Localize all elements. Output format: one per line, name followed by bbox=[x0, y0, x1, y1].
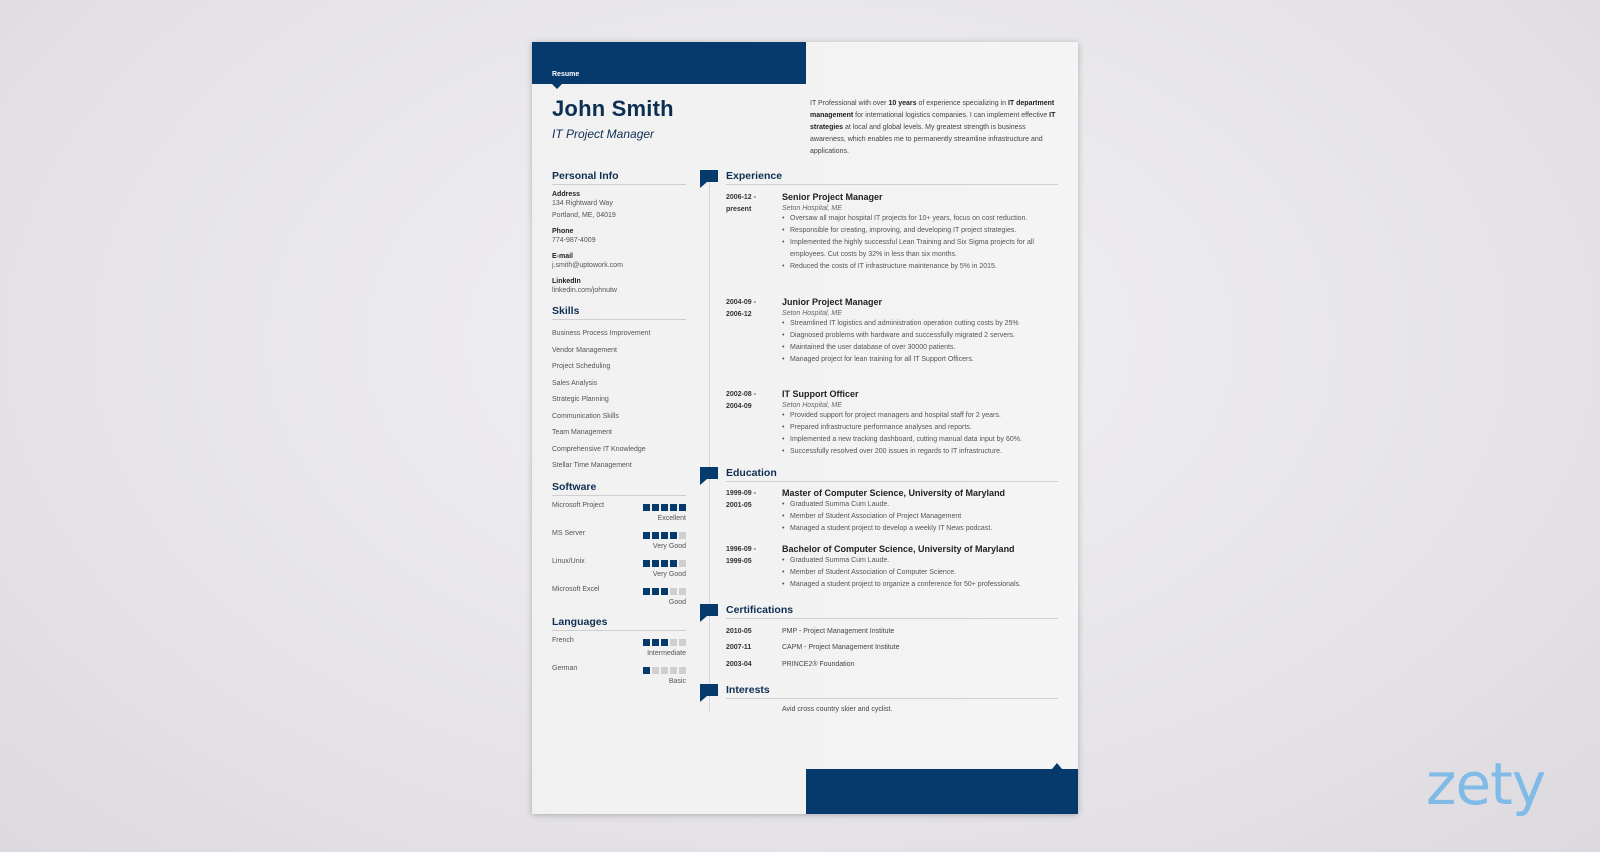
bookmark-icon bbox=[700, 467, 718, 479]
language-name: German bbox=[552, 664, 578, 672]
skill-item: Sales Analysis bbox=[552, 379, 598, 387]
footer-accent-bar bbox=[806, 769, 1078, 814]
rating-square bbox=[643, 639, 650, 646]
entry-body bbox=[782, 389, 1060, 458]
date-end: 1999-05 bbox=[726, 558, 752, 565]
summary-bold: 10 years bbox=[888, 100, 917, 107]
rating-square bbox=[661, 532, 668, 539]
summary-text: at local and global levels. My greatest strength is business awareness, which enables me to permanently streamline infrastructure and applications. bbox=[810, 124, 1043, 155]
languages-list bbox=[552, 637, 686, 693]
bullet-item: • Diagnosed problems with hardware and successfully migrated 2 servers. bbox=[789, 330, 1060, 342]
rating-square bbox=[661, 667, 668, 674]
rating-bar bbox=[643, 532, 686, 539]
degree-title: Master of Computer Science, University of Maryland bbox=[782, 488, 1006, 498]
rating-square bbox=[670, 532, 677, 539]
bullet-list bbox=[782, 555, 1060, 591]
rating-square bbox=[643, 504, 650, 511]
interests-heading: Interests bbox=[726, 684, 1058, 699]
summary-bold: IT strategies bbox=[810, 112, 1056, 131]
skill-item: Communication Skills bbox=[552, 412, 619, 420]
bullet-item: • Managed project for lean training for all IT Support Officers. bbox=[789, 354, 1060, 366]
zety-logo: zety bbox=[1426, 750, 1546, 818]
experience-heading: Experience bbox=[726, 170, 1058, 185]
bookmark-icon bbox=[700, 684, 718, 696]
rating-label: Good bbox=[668, 598, 686, 606]
rating-square bbox=[679, 588, 686, 595]
skill-item: Vendor Management bbox=[552, 346, 617, 354]
bullet-list bbox=[782, 213, 1060, 273]
candidate-name: John Smith bbox=[552, 96, 674, 121]
company-name: Seton Hospital, ME bbox=[782, 310, 842, 317]
cert-date: 2010-05 bbox=[726, 628, 752, 635]
software-item bbox=[552, 586, 686, 614]
rating-square bbox=[670, 639, 677, 646]
rating-bar bbox=[643, 639, 686, 646]
bullet-list bbox=[782, 499, 1060, 535]
bullet-item: • Managed a student project to organize a conference for 50+ professionals. bbox=[789, 579, 1060, 591]
entry-body bbox=[782, 544, 1060, 591]
bullet-item: • Graduated Summa Cum Laude. bbox=[789, 499, 1060, 511]
entry-date bbox=[726, 544, 778, 568]
bullet-item: • Oversaw all major hospital IT projects for 10+ years, focus on cost reduction. bbox=[789, 213, 1060, 225]
entry-body bbox=[782, 488, 1060, 535]
language-name: French bbox=[552, 636, 574, 644]
summary-bold: IT department management bbox=[810, 100, 1055, 119]
bullet-item: • Member of Student Association of Computer Science. bbox=[789, 567, 1060, 579]
date-end: 2006-12 bbox=[726, 311, 752, 318]
resume-label: Resume bbox=[552, 71, 580, 78]
resume-page bbox=[532, 42, 1078, 814]
entry-date bbox=[726, 297, 778, 321]
bullet-item: • Reduced the costs of IT infrastructure maintenance by 5% in 2015. bbox=[789, 261, 1060, 273]
cert-name: PRINCE2® Foundation bbox=[782, 661, 855, 668]
software-list bbox=[552, 502, 686, 614]
date-end: 2001-05 bbox=[726, 502, 752, 509]
header-accent-bar bbox=[532, 42, 806, 84]
skill-item: Stellar Time Management bbox=[552, 462, 632, 469]
rating-bar bbox=[643, 588, 686, 595]
bullet-item: • Successfully resolved over 200 issues in regards to IT infrastructure. bbox=[789, 446, 1060, 458]
rating-square bbox=[643, 588, 650, 595]
entry-date bbox=[726, 389, 778, 413]
date-start: 1999-09 - bbox=[726, 490, 756, 497]
language-item bbox=[552, 637, 686, 665]
date-start: 2002-08 - bbox=[726, 391, 756, 398]
rating-square bbox=[643, 532, 650, 539]
rating-square bbox=[679, 560, 686, 567]
skills-list bbox=[552, 326, 686, 475]
cert-name: PMP - Project Management Institute bbox=[782, 628, 895, 635]
rating-square bbox=[670, 667, 677, 674]
company-name: Seton Hospital, ME bbox=[782, 205, 842, 212]
rating-square bbox=[670, 504, 677, 511]
rating-square bbox=[652, 532, 659, 539]
personal-info-heading: Personal Info bbox=[552, 170, 686, 185]
rating-square bbox=[652, 639, 659, 646]
bullet-item: • Provided support for project managers and hospital staff for 2 years. bbox=[789, 410, 1060, 422]
rating-label: Very Good bbox=[652, 542, 686, 550]
software-item bbox=[552, 530, 686, 558]
rating-label: Basic bbox=[668, 677, 686, 685]
entry-date bbox=[726, 488, 778, 512]
bullet-list bbox=[782, 318, 1060, 366]
rating-square bbox=[652, 667, 659, 674]
rating-square bbox=[679, 667, 686, 674]
rating-square bbox=[661, 504, 668, 511]
linkedin-label: LinkedIn bbox=[552, 278, 581, 285]
software-name: Microsoft Project bbox=[552, 501, 605, 509]
rating-square bbox=[643, 667, 650, 674]
degree-title: Bachelor of Computer Science, University of Maryland bbox=[782, 544, 1015, 554]
software-name: Microsoft Excel bbox=[552, 585, 600, 593]
rating-label: Very Good bbox=[652, 570, 686, 578]
email-value: j.smith@uptowork.com bbox=[552, 262, 623, 269]
bullet-item: • Managed a student project to develop a weekly IT News podcast. bbox=[789, 523, 1060, 535]
address-line: 134 Rightward Way bbox=[552, 200, 613, 207]
phone-label: Phone bbox=[552, 228, 574, 235]
rating-square bbox=[652, 588, 659, 595]
linkedin-value: linkedin.com/johnutw bbox=[552, 287, 617, 294]
skill-item: Team Management bbox=[552, 429, 612, 436]
rating-label: Intermediate bbox=[647, 649, 686, 657]
rating-bar bbox=[643, 504, 686, 511]
bookmark-icon bbox=[700, 604, 718, 616]
certification-item bbox=[726, 642, 1060, 656]
rating-square bbox=[661, 560, 668, 567]
bullet-list bbox=[782, 410, 1060, 458]
date-end: present bbox=[726, 206, 752, 213]
language-item bbox=[552, 665, 686, 693]
rating-square bbox=[661, 588, 668, 595]
bullet-item: • Member of Student Association of Project Management bbox=[789, 511, 1060, 523]
job-title: Junior Project Manager bbox=[782, 297, 883, 307]
education-heading: Education bbox=[726, 467, 1058, 482]
address-label: Address bbox=[552, 191, 581, 198]
entry-body bbox=[782, 297, 1060, 366]
cert-date: 2003-04 bbox=[726, 661, 752, 668]
date-start: 1996-09 - bbox=[726, 546, 756, 553]
date-start: 2006-12 - bbox=[726, 194, 756, 201]
bullet-item: • Prepared infrastructure performance analyses and reports. bbox=[789, 422, 1060, 434]
software-name: MS Server bbox=[552, 529, 586, 537]
software-name: Linux/Unix bbox=[552, 557, 585, 565]
rating-square bbox=[679, 639, 686, 646]
rating-square bbox=[670, 588, 677, 595]
rating-square bbox=[661, 639, 668, 646]
cert-name: CAPM - Project Management Institute bbox=[782, 644, 900, 651]
entry-body bbox=[782, 192, 1060, 273]
skill-item: Strategic Planning bbox=[552, 396, 609, 403]
certification-item bbox=[726, 659, 1060, 673]
certifications-heading: Certifications bbox=[726, 604, 1058, 619]
summary-text: of experience specializing in bbox=[916, 100, 1008, 107]
timeline-line bbox=[709, 180, 710, 712]
rating-square bbox=[652, 560, 659, 567]
candidate-title: IT Project Manager bbox=[552, 127, 655, 141]
header-notch bbox=[552, 84, 562, 89]
address-line: Portland, ME, 04019 bbox=[552, 212, 616, 219]
summary-text: for international logistics companies. I can implement effective bbox=[853, 112, 1050, 119]
bookmark-icon bbox=[700, 170, 718, 182]
entry-date bbox=[726, 192, 778, 216]
date-start: 2004-09 - bbox=[726, 299, 756, 306]
skill-item: Comprehensive IT Knowledge bbox=[552, 445, 646, 453]
software-heading: Software bbox=[552, 481, 686, 496]
software-item bbox=[552, 558, 686, 586]
summary-text: IT Professional with over bbox=[810, 100, 889, 107]
phone-value: 774-987-4009 bbox=[552, 237, 596, 244]
rating-square bbox=[679, 532, 686, 539]
bullet-item: • Maintained the user database of over 30000 patients. bbox=[789, 342, 1060, 354]
rating-square bbox=[643, 560, 650, 567]
rating-square bbox=[670, 560, 677, 567]
skill-item: Project Scheduling bbox=[552, 363, 611, 370]
skill-item: Business Process Improvement bbox=[552, 330, 651, 337]
bullet-item: • Implemented the highly successful Lean Training and Six Sigma projects for all employees. Cut costs by 32% in less than six months. bbox=[789, 237, 1060, 261]
rating-square bbox=[679, 504, 686, 511]
languages-heading: Languages bbox=[552, 616, 686, 631]
bullet-item: • Implemented a new tracking dashboard, cutting manual data input by 60%. bbox=[789, 434, 1060, 446]
profile-summary bbox=[810, 98, 1060, 158]
job-title: IT Support Officer bbox=[782, 389, 859, 399]
cert-date: 2007-11 bbox=[726, 644, 752, 651]
interests-text: Avid cross country skier and cyclist. bbox=[782, 706, 893, 713]
rating-label: Excellent bbox=[657, 514, 686, 522]
bullet-item: • Streamlined IT logistics and administration operation cutting costs by 25% bbox=[789, 318, 1060, 330]
skills-heading: Skills bbox=[552, 305, 686, 320]
company-name: Seton Hospital, ME bbox=[782, 402, 842, 409]
rating-bar bbox=[643, 667, 686, 674]
software-item bbox=[552, 502, 686, 530]
bullet-item: • Responsible for creating, improving, and developing IT project strategies. bbox=[789, 225, 1060, 237]
certification-item bbox=[726, 626, 1060, 640]
rating-square bbox=[652, 504, 659, 511]
job-title: Senior Project Manager bbox=[782, 192, 883, 202]
email-label: E-mail bbox=[552, 253, 574, 260]
date-end: 2004-09 bbox=[726, 403, 752, 410]
bullet-item: • Graduated Summa Cum Laude. bbox=[789, 555, 1060, 567]
rating-bar bbox=[643, 560, 686, 567]
left-column bbox=[552, 170, 686, 693]
